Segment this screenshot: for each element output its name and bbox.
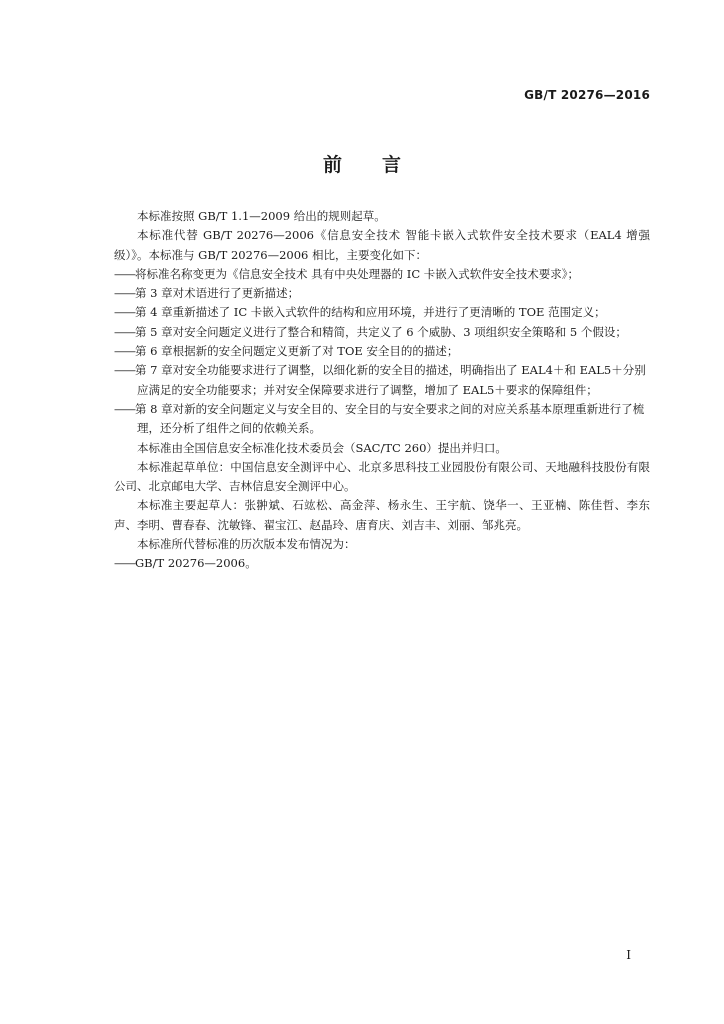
paragraph-drafting-rule: 本标准按照 GB/T 1.1—2009 给出的规则起草。 [137, 209, 386, 223]
change-item [114, 284, 650, 303]
change-item [114, 265, 650, 284]
paragraph-drafting-units: 本标准起草单位：中国信息安全测评中心、北京多思科技工业园股份有限公司、天地融科技股份有限公司、北京邮电大学、吉林信息安全测评中心。 [114, 459, 650, 494]
foreword-body [114, 207, 650, 574]
paragraph-proposer: 本标准由全国信息安全标准化技术委员会（SAC/TC 260）提出并归口。 [137, 440, 507, 455]
change-item-text: 第 6 章根据新的安全问题定义更新了对 TOE 安全目的的描述； [135, 344, 459, 359]
change-item-text: 第 3 章对术语进行了更新描述； [135, 286, 300, 301]
dash-symbol: —— [114, 305, 135, 320]
change-item [114, 342, 650, 361]
header-code: GB/T 20276—2016 [524, 88, 650, 102]
dash-symbol: —— [114, 324, 135, 339]
change-item [114, 400, 650, 439]
dash-symbol: —— [114, 266, 135, 281]
change-item [114, 361, 650, 400]
change-item [114, 303, 650, 322]
change-item-text: 第 5 章对安全问题定义进行了整合和精简，共定义了 6 个威胁、3 项组织安全策略和 5 个假设； [135, 324, 627, 339]
dash-symbol: —— [114, 401, 135, 416]
dash-symbol: —— [114, 286, 135, 301]
paragraph-drafters: 本标准主要起草人：张翀斌、石竑松、高金萍、杨永生、王宇航、饶华一、王亚楠、陈佳哲、李东声、李明、曹春春、沈敏锋、翟宝江、赵晶玲、唐育庆、刘吉丰、刘丽、邹兆亮。 [114, 498, 650, 532]
dash-symbol: —— [114, 363, 135, 378]
change-item-text: 第 7 章对安全功能要求进行了调整，以细化新的安全目的描述，明确指出了 EAL4＋和 EAL5＋分别应满足的安全功能要求；并对安全保障要求进行了调整，增加了 EAL5＋要求的保障组件； [135, 363, 646, 397]
change-item-text: 将标准名称变更为《信息安全技术 具有中央处理器的 IC 卡嵌入式软件安全技术要求》； [135, 266, 580, 281]
dash-symbol: —— [114, 556, 135, 571]
dash-symbol: —— [114, 344, 135, 359]
history-item [114, 554, 650, 573]
page-title [0, 150, 724, 177]
paragraph-history: 本标准所代替标准的历次版本发布情况为： [137, 537, 356, 552]
title-part-1: 前 [322, 154, 342, 176]
change-item-text: 第 4 章重新描述了 IC 卡嵌入式软件的结构和应用环境，并进行了更清晰的 TOE 范围定义； [135, 305, 606, 320]
history-item-text: GB/T 20276—2006。 [135, 556, 257, 571]
change-item [114, 323, 650, 342]
paragraph-replaces: 本标准代替 GB/T 20276—2006《信息安全技术 智能卡嵌入式软件安全技术要求（EAL4 增强级）》。本标准与 GB/T 20276—2006 相比，主要变化如下： [114, 228, 650, 262]
change-item-text: 第 8 章对新的安全问题定义与安全目的、安全目的与安全要求之间的对应关系基本原理重新进行了梳理，还分析了组件之间的依赖关系。 [135, 401, 645, 436]
title-part-2: 言 [382, 154, 402, 176]
page-number: I [626, 948, 631, 962]
